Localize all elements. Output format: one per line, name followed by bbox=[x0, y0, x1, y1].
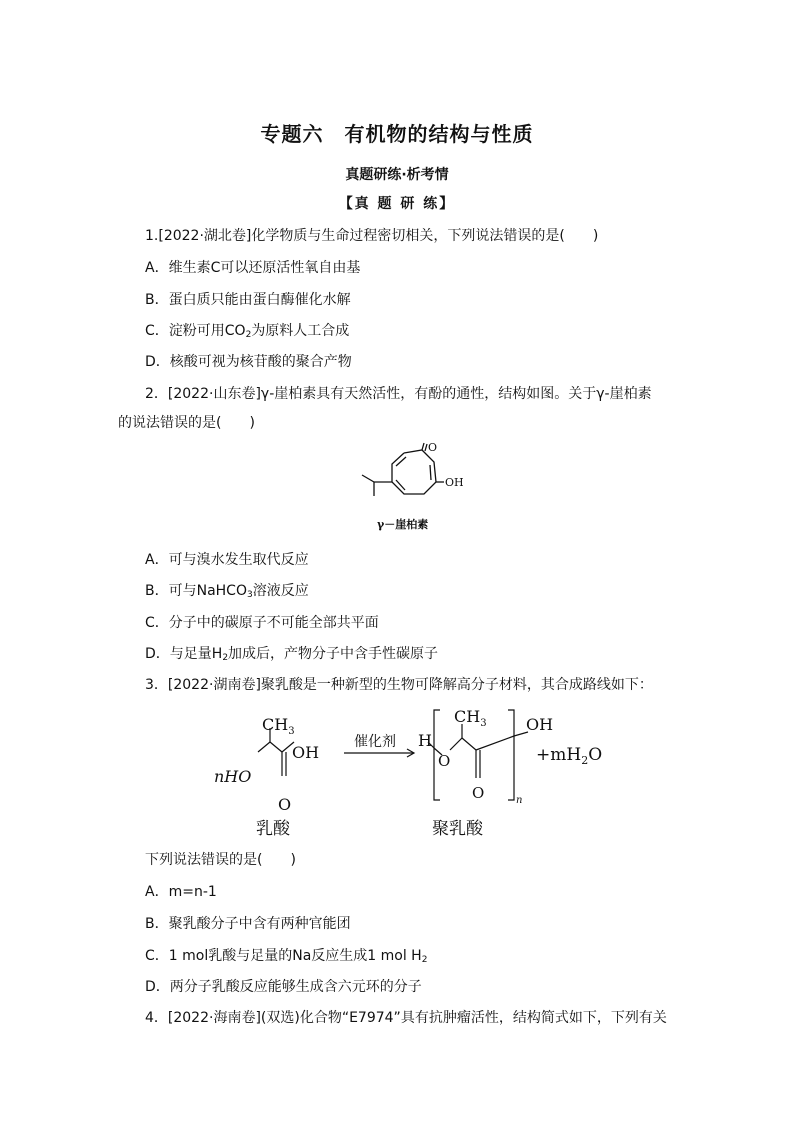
question-3-option-d: D．两分子乳酸反应能够生成含六元环的分子 bbox=[145, 979, 422, 995]
question-3-option-c: C．1 mol乳酸与足量的Na反应生成1 mol $H_2$ bbox=[145, 948, 428, 965]
polymer-carbonyl-label: O bbox=[472, 784, 485, 802]
section-heading: 【真 题 研 练】 bbox=[338, 196, 456, 212]
question-2-option-d: D．与足量$H_2$加成后，产物分子中含手性碳原子 bbox=[145, 646, 439, 663]
page-title: 专题六 有机物的结构与性质 bbox=[260, 122, 534, 146]
catalyst-label: 催化剂 bbox=[354, 734, 396, 750]
polymer-methyl-label: $CH_3$ bbox=[454, 707, 487, 729]
polylactic-acid-scheme bbox=[210, 700, 630, 840]
product-name: 聚乳酸 bbox=[432, 819, 483, 839]
hydroxyl-label: OH bbox=[445, 476, 464, 489]
question-1-option-a: A．维生素C可以还原活性氧自由基 bbox=[145, 260, 361, 276]
polymer-hydroxyl-label: OH bbox=[526, 715, 554, 734]
question-2-stem: 2．[2022·山东卷]γ-崖柏素具有天然活性，有酚的通性，结构如图。关于γ-崖柏素 bbox=[145, 386, 652, 402]
question-1-stem: 1.[2022·湖北卷]化学物质与生命过程密切相关，下列说法错误的是( ) bbox=[145, 228, 599, 244]
polymer-h-label: H bbox=[418, 731, 432, 750]
question-2-option-a: A．可与溴水发生取代反应 bbox=[145, 552, 309, 568]
question-3-stem: 3．[2022·湖南卷]聚乳酸是一种新型的生物可降解高分子材料，其合成路线如下： bbox=[145, 677, 653, 693]
reactant-nho-label: nHO bbox=[214, 767, 252, 786]
question-1-option-d: D．核酸可视为核苷酸的聚合产物 bbox=[145, 354, 352, 370]
reactant-carbonyl-label: O bbox=[278, 795, 292, 814]
ring-bonds bbox=[392, 450, 436, 494]
question-3-option-a: A．m=n-1 bbox=[145, 884, 217, 900]
polymer-ester-oxygen-label: O bbox=[438, 752, 451, 770]
question-1-option-b: B．蛋白质只能由蛋白酶催化水解 bbox=[145, 292, 351, 308]
page-subtitle: 真题研练·析考情 bbox=[345, 167, 449, 183]
question-1-option-c: C．淀粉可用$CO_2$为原料人工合成 bbox=[145, 323, 350, 340]
question-2-stem-continued: 的说法错误的是( ) bbox=[118, 415, 255, 431]
question-3-option-b: B．聚乳酸分子中含有两种官能团 bbox=[145, 916, 351, 932]
polymer-n-label: n bbox=[516, 795, 523, 806]
figure-caption: γ－崖柏素 bbox=[377, 518, 429, 531]
question-3-prompt: 下列说法错误的是( ) bbox=[145, 852, 296, 868]
question-4-stem: 4．[2022·海南卷](双选)化合物“E7974”具有抗肿瘤活性，结构简式如下，下列有关 bbox=[145, 1010, 667, 1026]
methyl-label: $CH_3$ bbox=[262, 715, 295, 737]
carbonyl-oxygen-label: O bbox=[428, 442, 438, 454]
reactant-name: 乳酸 bbox=[256, 819, 290, 839]
reactant-hydroxyl-label: OH bbox=[292, 743, 320, 762]
question-2-option-b: B．可与NaHCO$_3$溶液反应 bbox=[145, 583, 309, 600]
question-2-option-c: C．分子中的碳原子不可能全部共平面 bbox=[145, 615, 379, 631]
hinokitiol-structure bbox=[350, 442, 470, 532]
water-byproduct-label: $+mH_2O$ bbox=[536, 745, 603, 767]
